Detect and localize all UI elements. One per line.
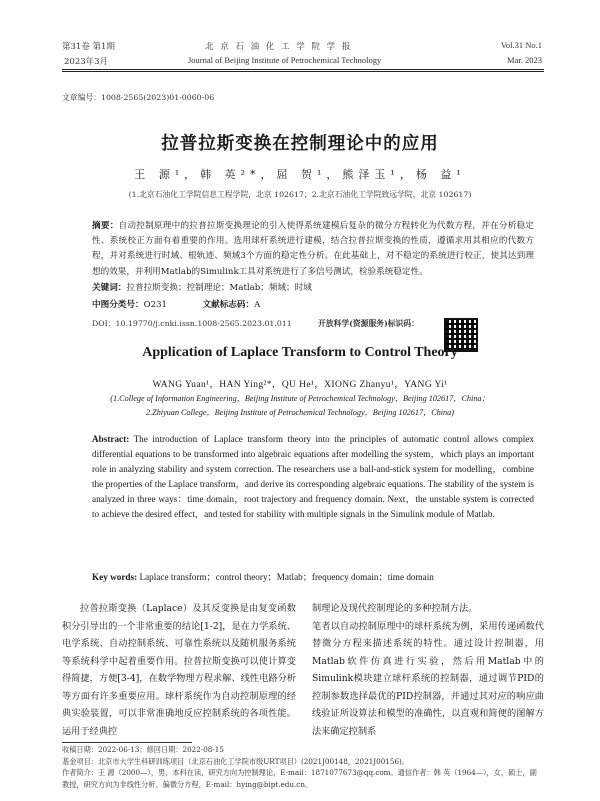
body-column-right: 制理论及现代控制理论的多种控制方法。 笔者以自动控制原理中的球杆系统为例，采用传递函数代替微分方程来描述系统的特性。通过设计控制器，用Matlab软件仿真进行实验，然后用Matlab中的Simulink模块建立球杆系统的控制器，通过调节PID的控制参数选择最优的PID控制器，并通过其对应的响应曲线验证所设算法和模型的准确性，以直观和简便的图解方法来确定控制系	[312, 603, 544, 737]
header-rule	[62, 69, 544, 70]
date-cn: 2023年3月	[64, 57, 109, 67]
abstract-cn-label: 摘要：	[92, 221, 119, 231]
clc-value: O231	[143, 300, 168, 310]
journal-name-cn: 北 京 石 油 化 工 学 院 学 报	[205, 42, 353, 52]
classification-line	[92, 298, 534, 313]
keywords-en-text: Laplace transform；control theory；Matlab；frequency domain；time domain	[139, 572, 434, 582]
journal-name-en: Journal of Beijing Institute of Petrochemical Technology	[188, 55, 382, 65]
article-number: 文章编号：1008-2565(2023)01-0060-06	[62, 93, 215, 102]
affiliation-cn: (1.北京石油化工学院信息工程学院，北京 102617；2.北京石油化工学院致远学院，北京 102617)	[128, 190, 472, 199]
body-column-left: 拉普拉斯变换（Laplace）及其反变换是由复变函数积分引导出的一个非常重要的结论[1-2]，是在力学系统、电学系统、自动控制系统、可靠性系统以及随机服务系统等系统科学中起着重要作用。拉普拉斯变换可以使计算变得简捷，方便[3-4]，在数学物理方程求解、线性电路分析等方面有许多重要应用。球杆系统作为自动控制原理的经典实验装置，可以非常准确地反应控制系统的各项性能。运用于经典控	[62, 603, 296, 737]
keywords-en	[92, 570, 534, 585]
abstract-en-text: The introduction of Laplace transform theory into the principles of automatic control allows complex differential equations to be transformed into algebraic equations after modelling the system，which plays an important role in analyzing stability and system correction. The researchers use a ball-and-stick system for modelling，combine the properties of the Laplace transform，and derive its corresponding algebraic equations. The stability of the system is analyzed in three ways：time domain，root trajectory and frequency domain. Next，the unstable system is corrected to achieve the desired effect，and tested for stability with multiple signals in the Simulink module of Matlab.	[92, 434, 534, 520]
affiliation-en-2: 2.Zhiyuan College，Beijing Institute of Petrochemical Technology，Beijing 102617，China)	[146, 408, 454, 417]
doc-code-value: A	[254, 300, 261, 310]
title-en: Application of Laplace Transform to Control Theory	[142, 345, 458, 360]
keywords-en-label: Key words:	[92, 572, 138, 582]
keywords-cn-text: 拉普拉斯变换；控制理论；Matlab；频域；时域	[126, 283, 312, 293]
date-en: Mar. 2023	[507, 55, 542, 65]
title-cn: 拉普拉斯变换在控制理论中的应用	[161, 134, 439, 154]
keywords-cn	[92, 281, 534, 296]
footnote-rule	[62, 742, 192, 743]
abstract-cn	[92, 219, 534, 280]
volume-issue-cn: 第31卷 第1期	[62, 42, 115, 52]
keywords-cn-label: 关键词：	[92, 283, 127, 293]
abstract-en-label: Abstract:	[92, 434, 130, 444]
authors-cn: 王 源¹，韩 英²*，屈 贺¹，熊泽玉¹，杨 益¹	[134, 168, 466, 181]
affiliation-en-1: (1.College of Information Engineering，Beijing Institute of Petrochemical Technology，Beijing 102617，China；	[110, 394, 490, 403]
clc-label: 中图分类号：	[92, 300, 144, 310]
authors-en: WANG Yuan¹，HAN Ying²*，QU He¹，XIONG Zhanyu¹，YANG Yi¹	[152, 380, 448, 390]
volume-issue-en: Vol.31 No.1	[500, 40, 542, 50]
doc-code-label: 文献标志码：	[202, 300, 255, 310]
footnote-funding: 基金项目：北京市大学生科研训练项目（北京石油化工学院市级URT项目）(2021J00148，2021J00156)。	[62, 756, 410, 766]
oss-label: 开放科学(资源服务)标识码：	[318, 319, 419, 328]
footnote	[62, 744, 544, 790]
doi: DOI：10.19770/j.cnki.issn.1008-2565.2023.01.011	[92, 319, 292, 328]
abstract-cn-text: 自动控制原理中的拉普拉斯变换理论的引入使得系统建模后复杂的微分方程转化为代数方程，并在分析稳定性、系统校正方面有着重要的作用。选用球杆系统进行建模，结合拉普拉斯变换的性质，遵循求用其相应的代数方程，并对系统进行时域、根轨迹、频域3个方面的稳定性分析。在此基础上，对不稳定的系统进行校正，使其达到理想的效果，并利用Matlab的Simulink工具对系统进行了多信号测试，检验系统稳定性。	[92, 221, 534, 277]
footnote-author-bio: 作者简介：王 源（2000—），男，本科在读，研究方向为控制理论，E-mail：1871077673@qq.com。通信作者：韩 英（1964—），女，硕士，副教授，研究方向为非线性分析、偏微分方程，E-mail：hying@bipt.edu.cn。	[62, 768, 537, 789]
footnote-received: 收稿日期：2022-06-13；修回日期：2022-08-15	[62, 745, 224, 754]
abstract-en	[92, 432, 534, 523]
header-rule-thin	[62, 71, 544, 72]
